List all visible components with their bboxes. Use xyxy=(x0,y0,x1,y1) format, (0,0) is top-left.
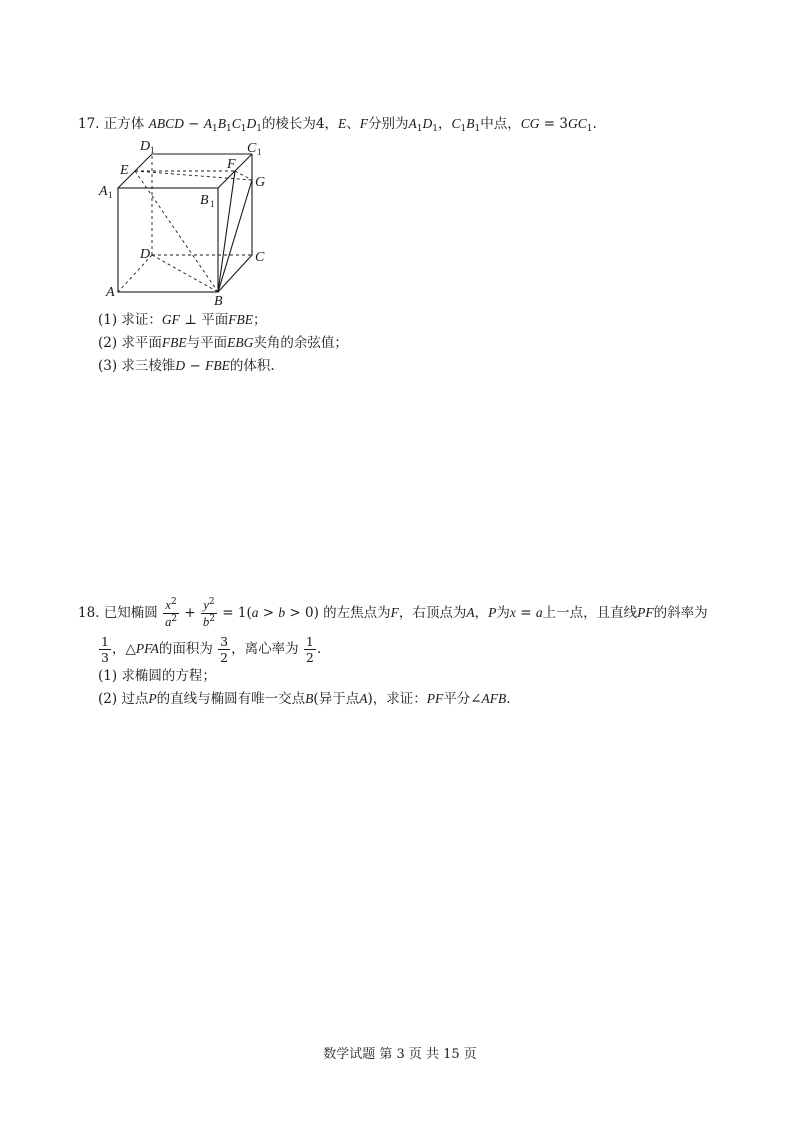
problem-18-q2: (2) 过点P的直线与椭圆有唯一交点B(异于点A)，求证：PF平分∠AFB. xyxy=(98,691,511,707)
fraction-x2-a2: $\frac{x^2}{a^2}$ xyxy=(165,597,178,629)
label-D1: D xyxy=(140,139,151,154)
label-D: D xyxy=(140,247,151,262)
slope-fraction: $\frac{1}{3}$ xyxy=(101,634,109,665)
problem-17-stem: 17. 正方体 ABCD − $A_1B_1C_1D_1$的棱长为4，E、F分别为$A_1D_1$，$C_1B_1$中点，CG = $3GC_1$. xyxy=(78,116,597,134)
cube-figure xyxy=(96,138,286,313)
label-B: B xyxy=(214,294,223,309)
problem-18-stem-line2: $\frac{1}{3}$ ，△PFA的面积为 $\frac{3}{2}$ ，离心率为 $\frac{1}{2}$ . xyxy=(101,634,322,665)
label-F: F xyxy=(227,157,236,172)
svg-text:1: 1 xyxy=(210,199,215,209)
label-G: G xyxy=(255,175,266,190)
eccentricity-fraction: $\frac{1}{2}$ xyxy=(305,634,314,665)
problem-17-q2: (2) 求平面FBE与平面EBG夹角的余弦值； xyxy=(98,335,348,351)
label-A: A xyxy=(106,285,115,300)
label-C1: C xyxy=(247,141,257,156)
problem-17-q1: (1) 求证：GF ⊥ 平面FBE； xyxy=(98,312,267,328)
svg-text:1: 1 xyxy=(257,147,262,157)
page-footer: 数学试题 第 3 页 共 15 页 xyxy=(323,1047,477,1062)
label-E: E xyxy=(120,163,129,178)
svg-text:1: 1 xyxy=(108,190,113,200)
label-C: C xyxy=(255,250,265,265)
svg-text:1: 1 xyxy=(150,145,155,155)
fraction-y2-b2: $\frac{y^2}{b^2}$ xyxy=(202,597,215,629)
problem-17-number: 17. xyxy=(78,116,100,132)
area-fraction: $\frac{3}{2}$ xyxy=(220,634,229,665)
problem-18-stem: 18. 已知椭圆 $\frac{x^2}{a^2}$ + $\frac{y^2}{b^2}$ = 1(a > b > 0) 的左焦点为F，右顶点为A，P为x = a上一点，且直线PF的斜率为 xyxy=(78,597,708,629)
problem-18-number: 18. xyxy=(78,605,100,621)
label-A1: A xyxy=(99,184,108,199)
label-B1: B xyxy=(200,193,209,208)
problem-17-q3: (3) 求三棱锥D − FBE的体积. xyxy=(98,358,275,374)
problem-18-q1: (1) 求椭圆的方程； xyxy=(98,668,216,684)
